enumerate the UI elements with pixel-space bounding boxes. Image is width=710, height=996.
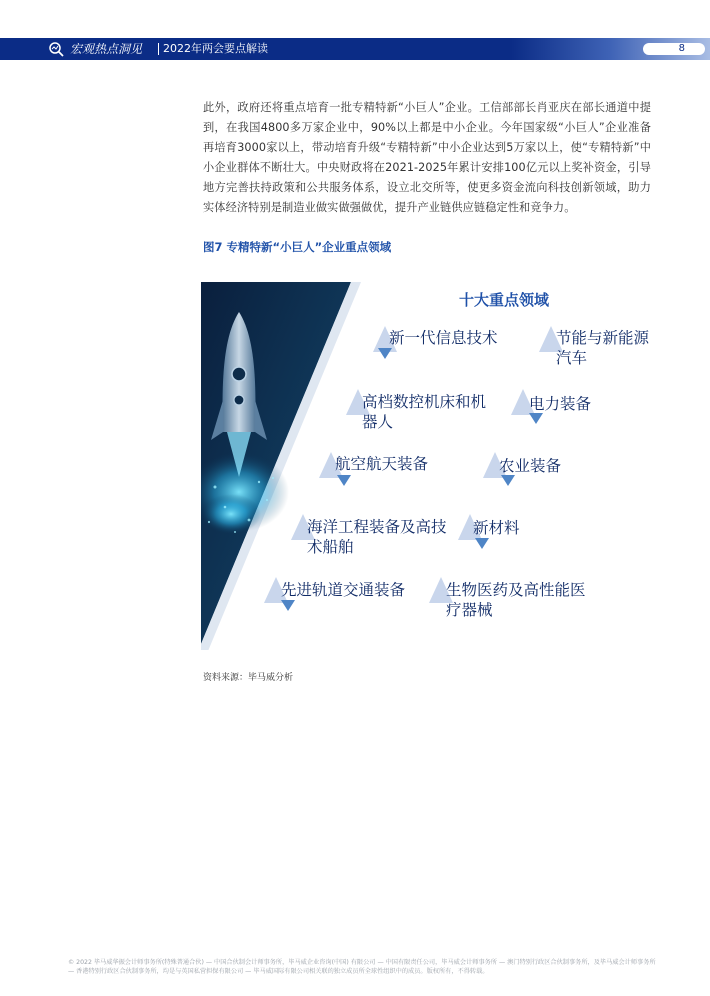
item-new-generation-it: 新一代信息技术 — [389, 329, 498, 347]
item-marker-9-accent — [281, 600, 295, 611]
figure-title: 图7 专精特新“小巨人”企业重点领域 — [203, 240, 392, 254]
figure-focus-areas — [201, 282, 667, 650]
item-marker-1-accent — [378, 348, 392, 359]
item-cnc-machines-robots: 高档数控机床和机器人 — [362, 393, 487, 431]
header-subtitle: 2022年两会要点解读 — [163, 42, 268, 55]
item-power-equipment: 电力装备 — [529, 395, 592, 413]
item-rail-transit-equipment: 先进轨道交通装备 — [281, 581, 406, 599]
header-divider — [158, 43, 159, 55]
item-new-energy-vehicles: 节能与新能源汽车 — [556, 329, 650, 367]
figure-heading: 十大重点领域 — [459, 291, 550, 309]
item-marker-5-accent — [337, 475, 351, 486]
item-marine-engineering: 海洋工程装备及高技术船舶 — [307, 518, 447, 556]
header-brand: 宏观热点洞见 — [70, 42, 143, 56]
body-paragraph: 此外，政府还将重点培育一批专精特新“小巨人”企业。工信部部长肖亚庆在部长通道中提到，在我国4800多万家企业中，90%以上都是中小企业。今年国家级“小巨人”企业准备再培育3000家以上，带动培育升级“专精特新”中小企业达到5万家以上，使“专精特新”中小企业群体不断壮大。中央财政将在2021-2025年累计安排100亿元以上奖补资金，引导地方完善扶持政策和公共服务体系，设立北交所等，使更多资金流向科技创新领域，助力实体经济特别是制造业做实做强做优，提升产业链供应链稳定性和竞争力。 — [203, 101, 651, 214]
figure-source: 资料来源：毕马威分析 — [203, 673, 294, 683]
item-biomedicine-devices: 生物医药及高性能医疗器械 — [446, 581, 586, 619]
item-new-materials: 新材料 — [473, 519, 520, 537]
item-marker-8-accent — [475, 538, 489, 549]
item-agricultural-equipment: 农业装备 — [499, 457, 562, 475]
magnifier-logo-icon — [48, 41, 64, 57]
footer-disclaimer: © 2022 毕马威华振会计师事务所(特殊普通合伙) — 中国合伙制会计师事务所，毕马威企业咨询(中国) 有限公司 — 中国有限责任公司，毕马威会计师事务所 — 澳门特别行政区合伙制事务所，及毕马威会计师事务所 — 香港特别行政区合伙制事务所，均是与英国私营担保有限公司 — 毕马威国际有限公司相关联的独立成员所全球性组织中的成员。版权所有，不得转载。 — [68, 959, 656, 975]
header-bar — [0, 38, 710, 60]
page-number: 8 — [678, 43, 685, 54]
item-aerospace-equipment: 航空航天装备 — [335, 455, 429, 473]
item-marker-4-accent — [529, 413, 543, 424]
item-marker-6-accent — [501, 475, 515, 486]
